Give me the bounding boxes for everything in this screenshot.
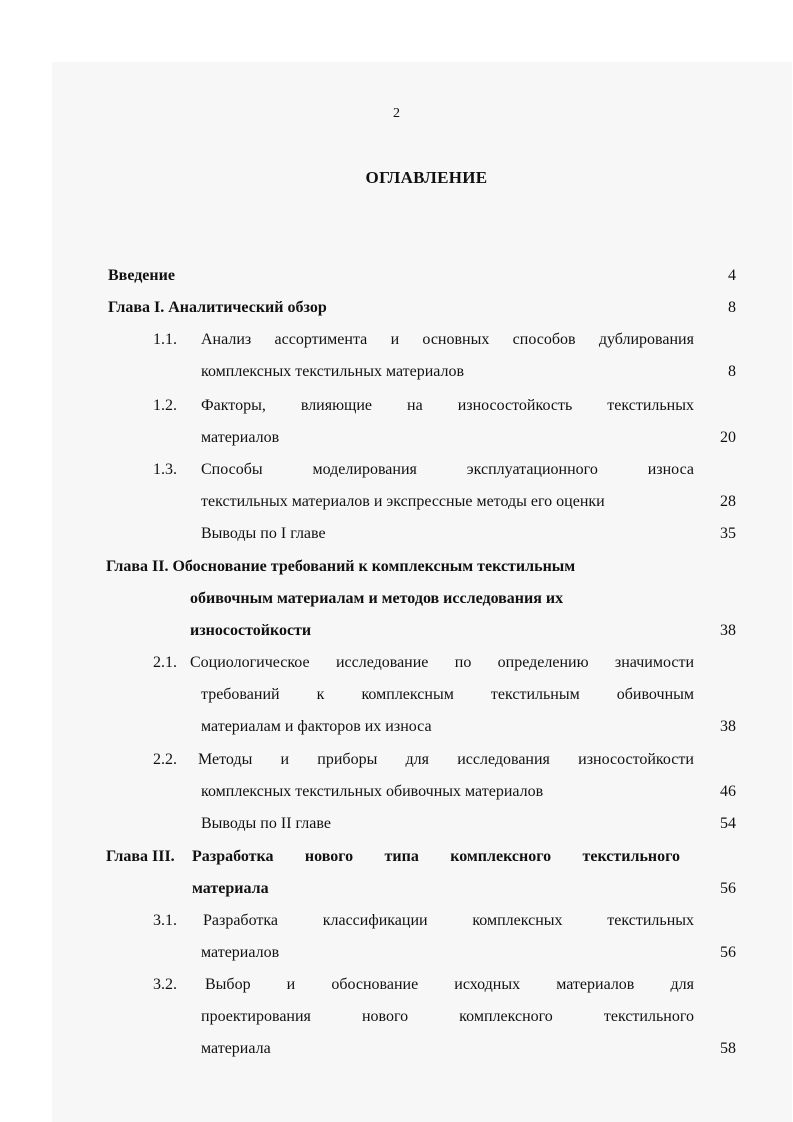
toc-s13-number: 1.3. bbox=[153, 461, 177, 478]
toc-word: и bbox=[280, 751, 290, 768]
toc-word: дублирования bbox=[598, 331, 694, 348]
toc-word: износа bbox=[647, 461, 694, 478]
toc-ch3-line2: материала bbox=[192, 880, 269, 897]
toc-s32-number: 3.2. bbox=[153, 976, 177, 993]
toc-ch1-page: 8 bbox=[728, 299, 736, 316]
toc-word: моделирования bbox=[312, 461, 417, 478]
toc-s12-page: 20 bbox=[720, 429, 736, 446]
toc-word: влияющие bbox=[300, 397, 373, 414]
toc-s31-line2: материалов bbox=[201, 944, 280, 961]
toc-word: требований bbox=[201, 686, 280, 703]
toc-word: обивочным bbox=[616, 686, 694, 703]
toc-word: комплексным bbox=[361, 686, 454, 703]
toc-word: Факторы, bbox=[201, 397, 266, 414]
toc-word: исследования bbox=[457, 751, 550, 768]
toc-s11-line1 bbox=[201, 330, 694, 350]
toc-s12-line1 bbox=[201, 396, 694, 416]
toc-s11-number: 1.1. bbox=[153, 331, 177, 348]
toc-word: Анализ bbox=[201, 331, 252, 348]
toc-word: нового bbox=[361, 1008, 409, 1025]
toc-word: нового bbox=[304, 848, 354, 865]
toc-word: износостойкость bbox=[457, 397, 573, 414]
toc-word: для bbox=[405, 751, 429, 768]
toc-s31-number: 3.1. bbox=[153, 912, 177, 929]
toc-s13-line2: текстильных материалов и экспрессные методы его оценки bbox=[201, 493, 605, 510]
toc-s32-page: 58 bbox=[720, 1040, 736, 1057]
toc-ch1-conclusion-label: Выводы по I главе bbox=[201, 525, 326, 542]
toc-word: текстильного bbox=[603, 1008, 694, 1025]
toc-s22-page: 46 bbox=[720, 783, 736, 800]
toc-ch2-conclusion-label: Выводы по II главе bbox=[201, 815, 331, 832]
toc-word: и bbox=[286, 976, 296, 993]
toc-word: к bbox=[316, 686, 325, 703]
toc-word: материалов bbox=[556, 976, 635, 993]
toc-word: и bbox=[390, 331, 400, 348]
toc-word: основных bbox=[422, 331, 490, 348]
toc-s12-line2: материалов bbox=[201, 429, 280, 446]
toc-s13-page: 28 bbox=[720, 493, 736, 510]
toc-word: приборы bbox=[317, 751, 378, 768]
toc-ch2-line3: износостойкости bbox=[190, 622, 312, 639]
toc-word: Способы bbox=[201, 461, 263, 478]
toc-s21-line1: Социологическое исследование по определению значимости bbox=[190, 654, 694, 671]
toc-s31-line1 bbox=[203, 911, 694, 931]
page-title: ОГЛАВЛЕНИЕ bbox=[365, 168, 488, 187]
toc-intro-label: Введение bbox=[108, 267, 175, 284]
toc-ch3-line1 bbox=[192, 847, 680, 867]
toc-word: проектирования bbox=[201, 1008, 311, 1025]
toc-word: исходных bbox=[454, 976, 521, 993]
toc-s22-line1 bbox=[198, 750, 694, 770]
toc-s32-line3: материала bbox=[201, 1040, 271, 1057]
toc-word: износостойкости bbox=[578, 751, 694, 768]
toc-word: комплексных bbox=[472, 912, 563, 929]
toc-s32-line1 bbox=[205, 975, 694, 995]
toc-word: текстильного bbox=[582, 848, 680, 865]
toc-ch1-conclusion-page: 35 bbox=[720, 525, 736, 542]
toc-word: типа bbox=[384, 848, 419, 865]
toc-s21-line3: материалам и факторов их износа bbox=[201, 718, 432, 735]
toc-intro-page: 4 bbox=[728, 267, 736, 284]
toc-word: Выбор bbox=[205, 976, 251, 993]
toc-word: эксплуатационного bbox=[466, 461, 598, 478]
toc-s22-number: 2.2. bbox=[153, 751, 177, 768]
toc-s12-number: 1.2. bbox=[153, 397, 177, 414]
toc-word: Разработка bbox=[203, 912, 278, 929]
toc-s11-line2: комплексных текстильных материалов bbox=[201, 363, 465, 380]
toc-ch1-label: Глава I. Аналитический обзор bbox=[108, 299, 327, 316]
toc-s21-page: 38 bbox=[720, 718, 736, 735]
toc-ch2-page: 38 bbox=[720, 622, 736, 639]
toc-s13-line1 bbox=[201, 460, 694, 480]
toc-s22-line2: комплексных текстильных обивочных материалов bbox=[201, 783, 544, 800]
toc-word: текстильным bbox=[490, 686, 580, 703]
toc-word: комплексного bbox=[450, 848, 552, 865]
toc-word: Разработка bbox=[192, 848, 274, 865]
toc-ch3-prefix: Глава III. bbox=[106, 848, 175, 865]
toc-ch2-line1: Глава II. Обоснование требований к комплексным текстильным bbox=[106, 558, 576, 575]
toc-s31-page: 56 bbox=[720, 944, 736, 961]
toc-s21-number: 2.1. bbox=[153, 654, 177, 671]
toc-s21-line2 bbox=[201, 685, 694, 705]
toc-word: ассортимента bbox=[274, 331, 368, 348]
toc-ch3-page: 56 bbox=[720, 880, 736, 897]
toc-word: текстильных bbox=[607, 912, 694, 929]
toc-word: Методы bbox=[198, 751, 253, 768]
toc-ch2-line2: обивочным материалам и методов исследования их bbox=[190, 590, 564, 607]
toc-word: классификации bbox=[322, 912, 428, 929]
toc-s11-page: 8 bbox=[728, 363, 736, 380]
toc-word: комплексного bbox=[459, 1008, 553, 1025]
toc-ch2-conclusion-page: 54 bbox=[720, 815, 736, 832]
toc-s32-line2 bbox=[201, 1007, 694, 1027]
toc-word: для bbox=[670, 976, 694, 993]
toc-word: текстильных bbox=[607, 397, 694, 414]
toc-word: способов bbox=[512, 331, 576, 348]
page-number: 2 bbox=[393, 106, 400, 121]
toc-word: обоснование bbox=[331, 976, 419, 993]
toc-word: на bbox=[407, 397, 423, 414]
